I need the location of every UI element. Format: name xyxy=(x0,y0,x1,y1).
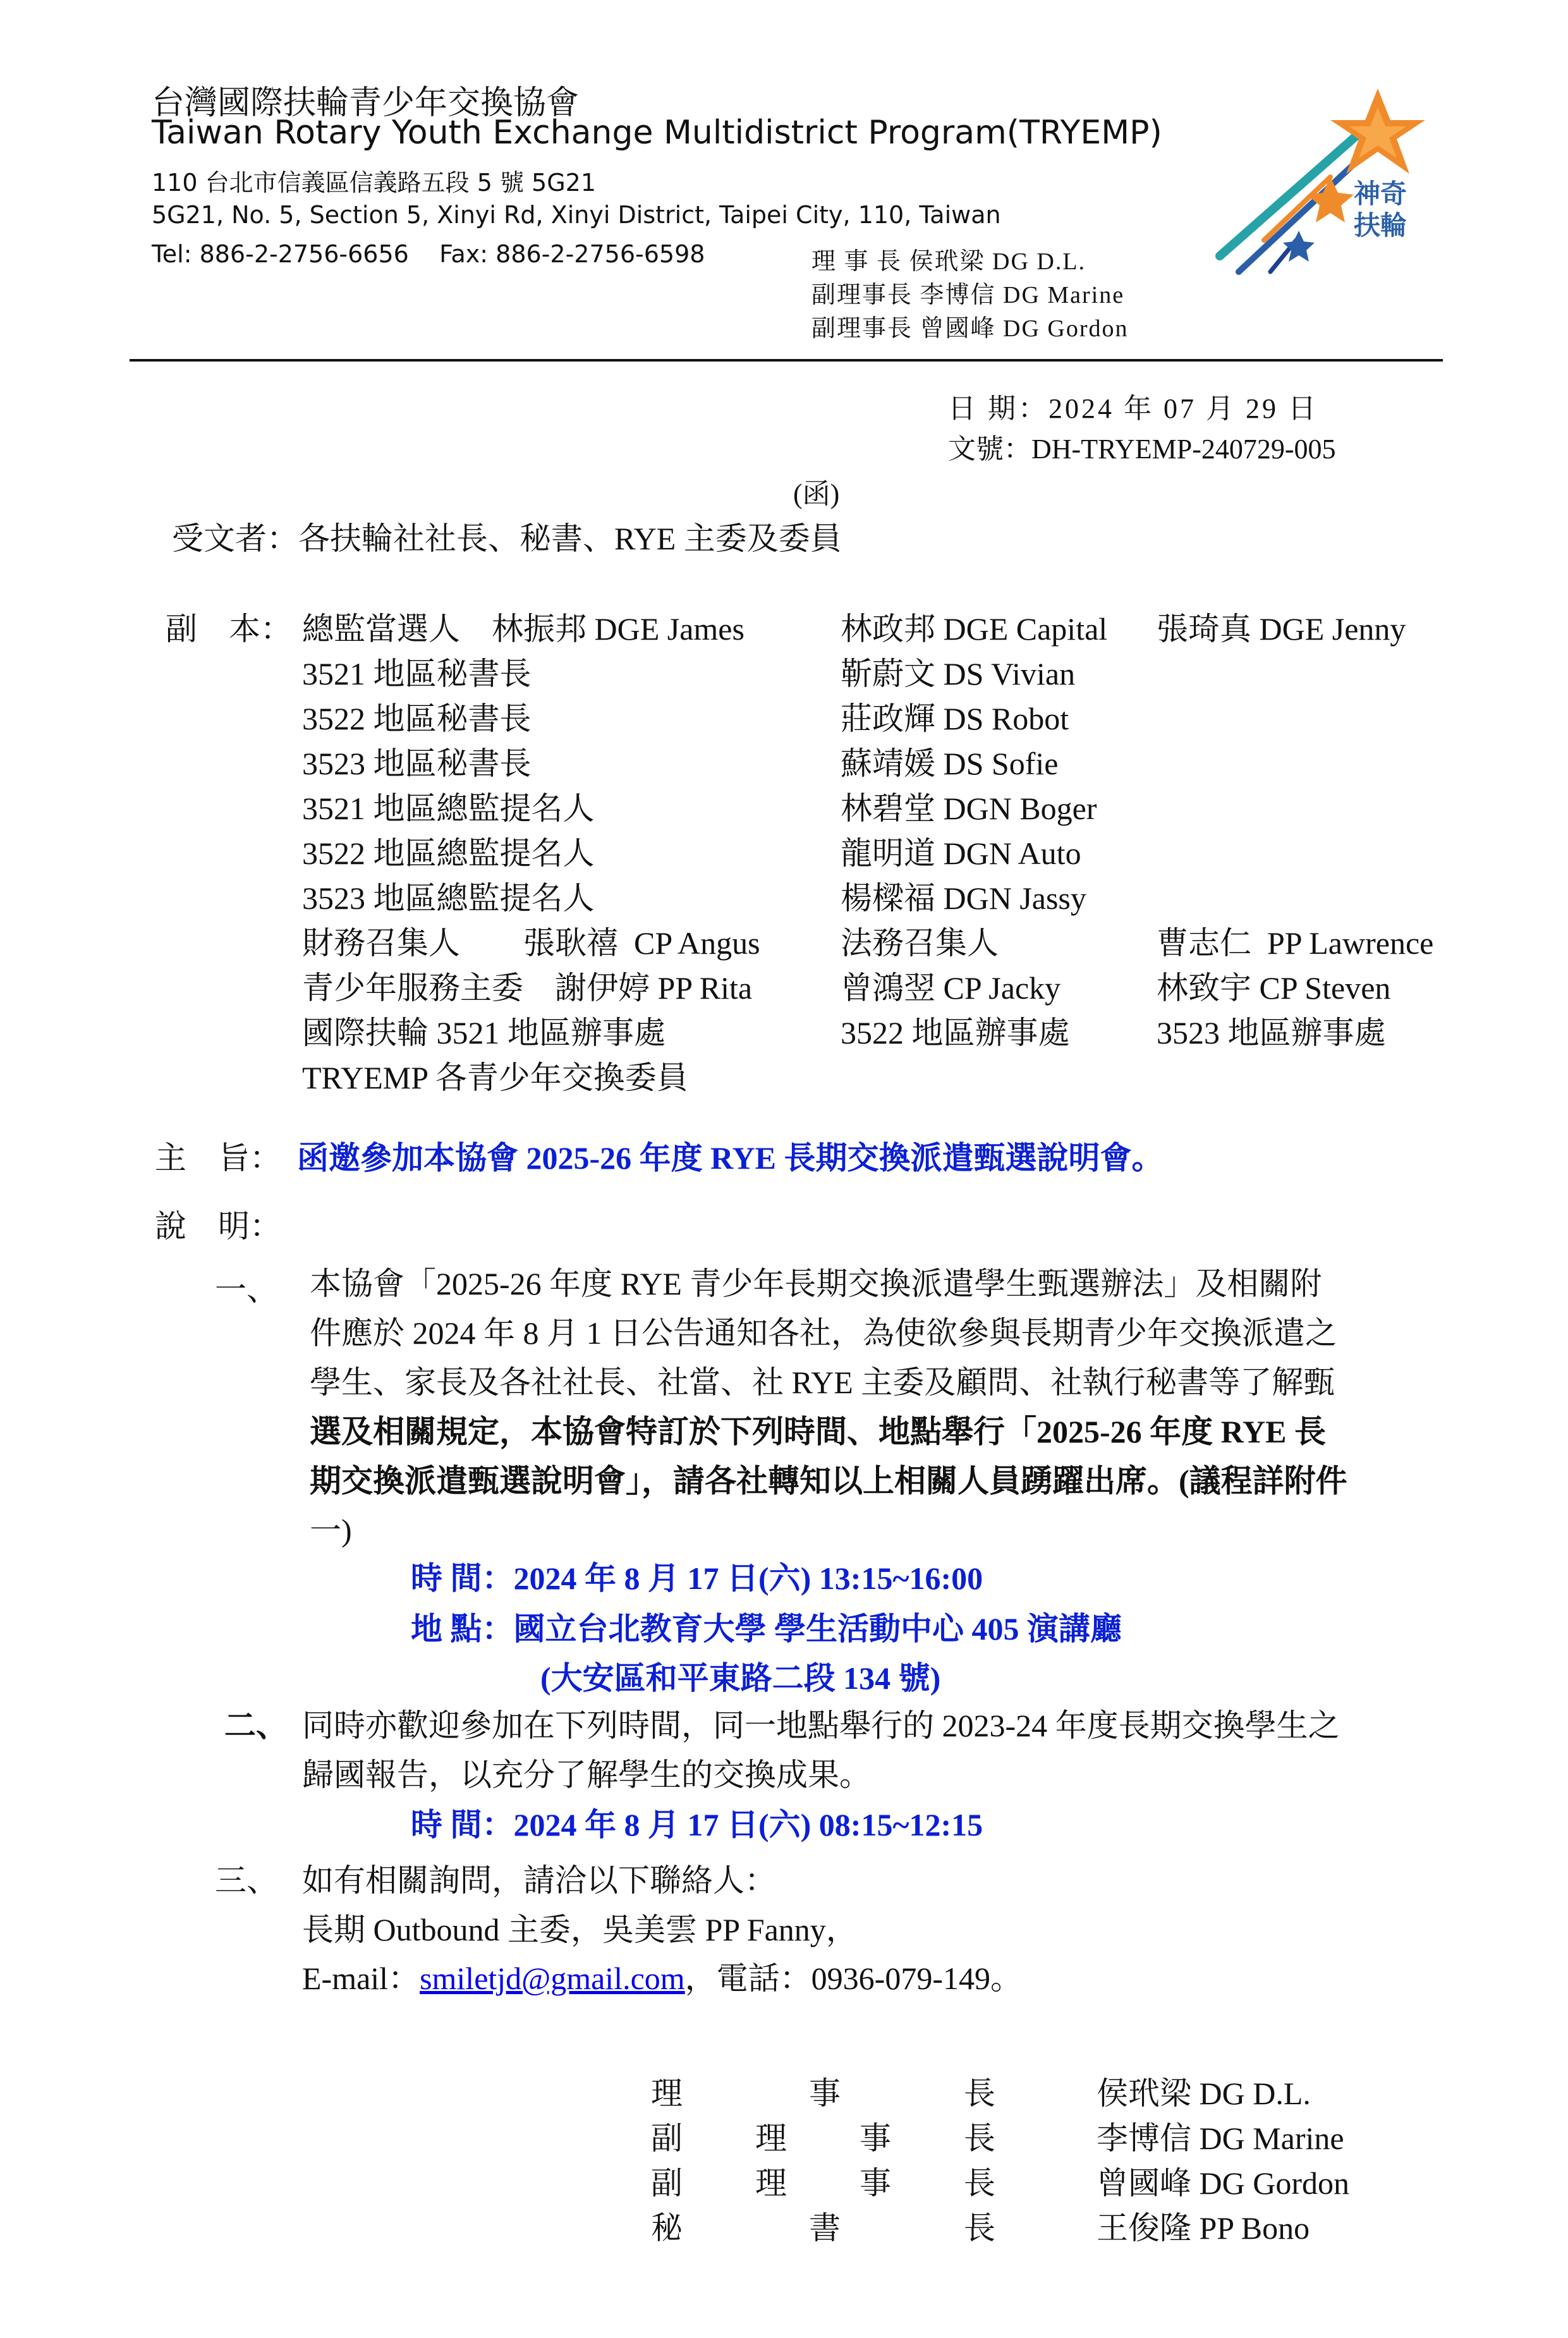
item-1-line: 件應於 2024 年 8 月 1 日公告通知各社，為使欲參與長期青少年交換派遣之 xyxy=(310,1315,1337,1351)
signature-title-char: 事 xyxy=(860,2121,891,2156)
signature-name: 王俊隆 PP Bono xyxy=(1097,2210,1310,2246)
contact-intro: 如有相關詢問，請洽以下聯絡人： xyxy=(302,1863,776,1898)
cc-entry: 林致宇 CP Steven xyxy=(1157,970,1391,1006)
email-label: E-mail： xyxy=(302,1961,420,1996)
signature-title-char: 長 xyxy=(964,2121,995,2156)
item-1-line: 學生、家長及各社社長、社當、社 RYE 主委及顧問、社執行秘書等了解甄 xyxy=(310,1365,1335,1400)
email-link[interactable]: smiletjd@gmail.com xyxy=(420,1961,685,1996)
signature-title-char: 理 xyxy=(755,2121,787,2156)
item-1-line: 選及相關規定，本協會特訂於下列時間、地點舉行「2025-26 年度 RYE 長 xyxy=(310,1414,1326,1449)
cc-entry: 3521 地區秘書長 xyxy=(302,656,532,691)
cc-entry: 3523 地區辦事處 xyxy=(1157,1015,1386,1050)
item-1-paragraph xyxy=(310,1259,1425,1555)
explain-label: 說 明： xyxy=(155,1209,281,1244)
item-2-line-2: 歸國報告，以充分了解學生的交換成果。 xyxy=(302,1757,871,1793)
logo-text-1: 神奇 xyxy=(1354,178,1407,209)
signature-title-char: 秘 xyxy=(651,2210,683,2246)
item-2-line-1: 同時亦歡迎參加在下列時間，同一地點舉行的 2023-24 年度長期交換學生之 xyxy=(302,1708,1340,1743)
item-1-line: 期交換派遣甄選說明會」，請各社轉知以上相關人員踴躍出席。(議程詳附件 xyxy=(310,1463,1347,1499)
cc-entry: 法務召集人 xyxy=(841,925,999,961)
doc-type: (函) xyxy=(793,478,840,509)
cc-entry: 張琦真 DGE Jenny xyxy=(1157,611,1406,647)
report-time: 時 間：2024 年 8 月 17 日(六) 08:15~12:15 xyxy=(411,1807,983,1842)
cc-entry: 3523 地區秘書長 xyxy=(302,746,532,781)
cc-entry: 國際扶輪 3521 地區辦事處 xyxy=(302,1015,665,1050)
item-1-line: 一) xyxy=(310,1513,352,1548)
cc-entry: 楊樑福 DGN Jassy xyxy=(841,880,1086,916)
logo-text-2: 扶輪 xyxy=(1354,210,1407,241)
signature-title-char: 長 xyxy=(964,2165,995,2201)
subject-text: 函邀參加本協會 2025-26 年度 RYE 長期交換派遣甄選說明會。 xyxy=(297,1140,1164,1176)
cc-entry: 林碧堂 DGN Boger xyxy=(841,791,1097,826)
signature-title-char: 長 xyxy=(964,2210,995,2246)
meeting-time: 時 間：2024 年 8 月 17 日(六) 13:15~16:00 xyxy=(411,1561,983,1596)
cc-entry: 蘇靖媛 DS Sofie xyxy=(841,746,1059,781)
officer-vice-president-2: 副理事長 曾國峰 DG Gordon xyxy=(811,315,1129,342)
address-en: 5G21, No. 5, Section 5, Xinyi Rd, Xinyi District, Taipei City, 110, Taiwan xyxy=(152,201,1001,229)
header-divider xyxy=(130,359,1443,362)
cc-entry: 3522 地區總監提名人 xyxy=(302,836,595,871)
org-name-en: Taiwan Rotary Youth Exchange Multidistrict Program(TRYEMP) xyxy=(152,114,1162,152)
signature-title-char: 事 xyxy=(809,2076,841,2111)
signature-title-char: 長 xyxy=(964,2076,995,2111)
officer-president: 理 事 長 侯玳梁 DG D.L. xyxy=(811,248,1086,275)
cc-entry: 林政邦 DGE Capital xyxy=(841,611,1108,647)
signature-title-char: 書 xyxy=(809,2210,841,2246)
doc-date: 日 期：2024 年 07 月 29 日 xyxy=(948,393,1318,424)
address-zh: 110 台北市信義區信義路五段 5 號 5G21 xyxy=(152,169,597,197)
contact-email-line xyxy=(302,1953,1022,1999)
signature-title-char: 理 xyxy=(651,2076,683,2111)
item-1-number: 一、 xyxy=(215,1272,278,1307)
signature-title-char: 理 xyxy=(755,2165,787,2201)
signature-name: 曾國峰 DG Gordon xyxy=(1097,2165,1349,2201)
signature-title-char: 事 xyxy=(860,2165,891,2201)
cc-entry: 3521 地區總監提名人 xyxy=(302,791,595,826)
tel-fax: Tel: 886-2-2756-6656 Fax: 886-2-2756-6598 xyxy=(152,240,705,268)
cc-entry: 靳蔚文 DS Vivian xyxy=(841,656,1076,691)
cc-entry: 3523 地區總監提名人 xyxy=(302,880,595,916)
signature-name: 李博信 DG Marine xyxy=(1097,2121,1344,2156)
cc-label: 副 本： xyxy=(166,611,292,647)
contact-person: 長期 Outbound 主委，吳美雲 PP Fanny， xyxy=(302,1912,858,1947)
item-1-line: 本協會「2025-26 年度 RYE 青少年長期交換派遣學生甄選辦法」及相關附 xyxy=(310,1266,1322,1301)
cc-entry: 莊政輝 DS Robot xyxy=(841,701,1069,736)
cc-entry: 曾鴻翌 CP Jacky xyxy=(841,970,1061,1006)
signature-title-char: 副 xyxy=(651,2165,683,2201)
officer-vice-president-1: 副理事長 李博信 DG Marine xyxy=(811,282,1125,308)
org-name-zh: 台灣國際扶輪青少年交換協會 xyxy=(152,84,580,122)
signature-name: 侯玳梁 DG D.L. xyxy=(1097,2076,1311,2111)
cc-entry: 總監當選人 林振邦 DGE James xyxy=(302,611,744,647)
item-3-number: 三、 xyxy=(215,1863,278,1898)
cc-entry: 青少年服務主委 謝伊婷 PP Rita xyxy=(302,970,753,1006)
cc-entry: 3522 地區辦事處 xyxy=(841,1015,1070,1050)
meeting-address: (大安區和平東路二段 134 號) xyxy=(540,1660,941,1696)
doc-number: 文號：DH-TRYEMP-240729-005 xyxy=(948,434,1336,465)
meeting-place: 地 點：國立台北教育大學 學生活動中心 405 演講廳 xyxy=(411,1611,1122,1647)
cc-entry: TRYEMP 各青少年交換委員 xyxy=(302,1060,688,1095)
cc-entry: 財務召集人 張耿禧 CP Angus xyxy=(302,925,760,961)
cc-entry: 龍明道 DGN Auto xyxy=(841,836,1081,871)
cc-entry: 曹志仁 PP Lawrence xyxy=(1157,925,1434,961)
phone-text: ，電話：0936-079-149。 xyxy=(684,1961,1022,1996)
item-2-number: 二、 xyxy=(224,1708,288,1743)
cc-entry: 3522 地區秘書長 xyxy=(302,701,532,736)
signature-title-char: 副 xyxy=(651,2121,683,2156)
recipient: 受文者：各扶輪社社長、秘書、RYE 主委及委員 xyxy=(172,521,842,556)
subject-label: 主 旨： xyxy=(155,1140,281,1176)
